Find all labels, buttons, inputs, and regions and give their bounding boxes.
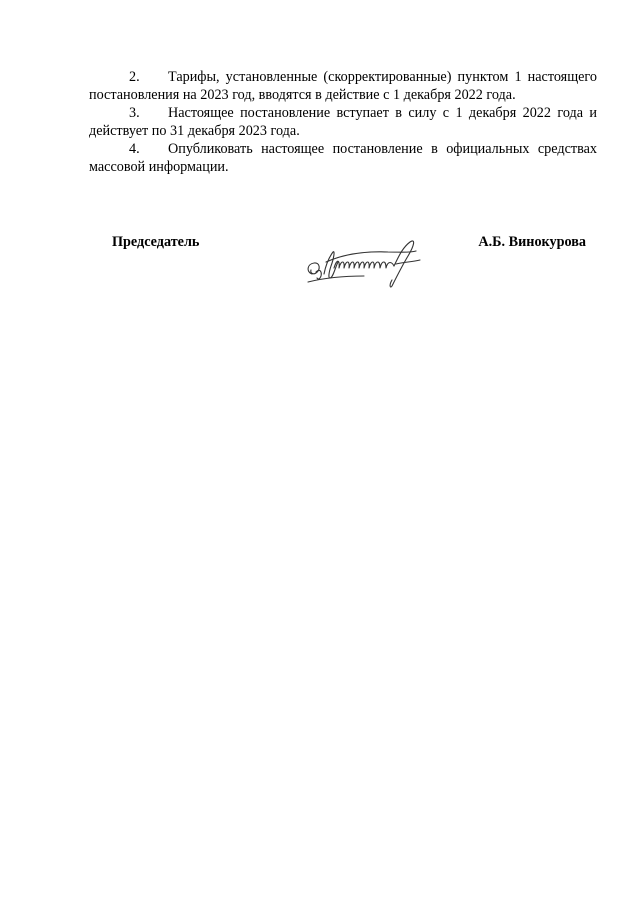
document-body <box>89 68 597 176</box>
paragraph-text: Опубликовать настоящее постановление в официальных средствах массовой информации. <box>89 141 597 175</box>
paragraph-3 <box>89 104 597 140</box>
paragraph-number: 3. <box>129 105 140 121</box>
paragraph-2 <box>89 68 597 104</box>
signature-block <box>112 234 586 294</box>
paragraph-number: 4. <box>129 141 140 157</box>
paragraph-text: Настоящее постановление вступает в силу с 1 декабря 2022 года и действует по 31 декабря 2023 года. <box>89 105 597 139</box>
signatory-name: А.Б. Винокурова <box>478 234 586 250</box>
paragraph-4 <box>89 140 597 176</box>
handwritten-signature <box>304 238 438 290</box>
paragraph-number: 2. <box>129 69 140 85</box>
signatory-role: Председатель <box>112 234 200 250</box>
paragraph-text: Тарифы, установленные (скорректированные) пунктом 1 настоящего постановления на 2023 год, вводятся в действие с 1 декабря 2022 года. <box>89 69 597 103</box>
